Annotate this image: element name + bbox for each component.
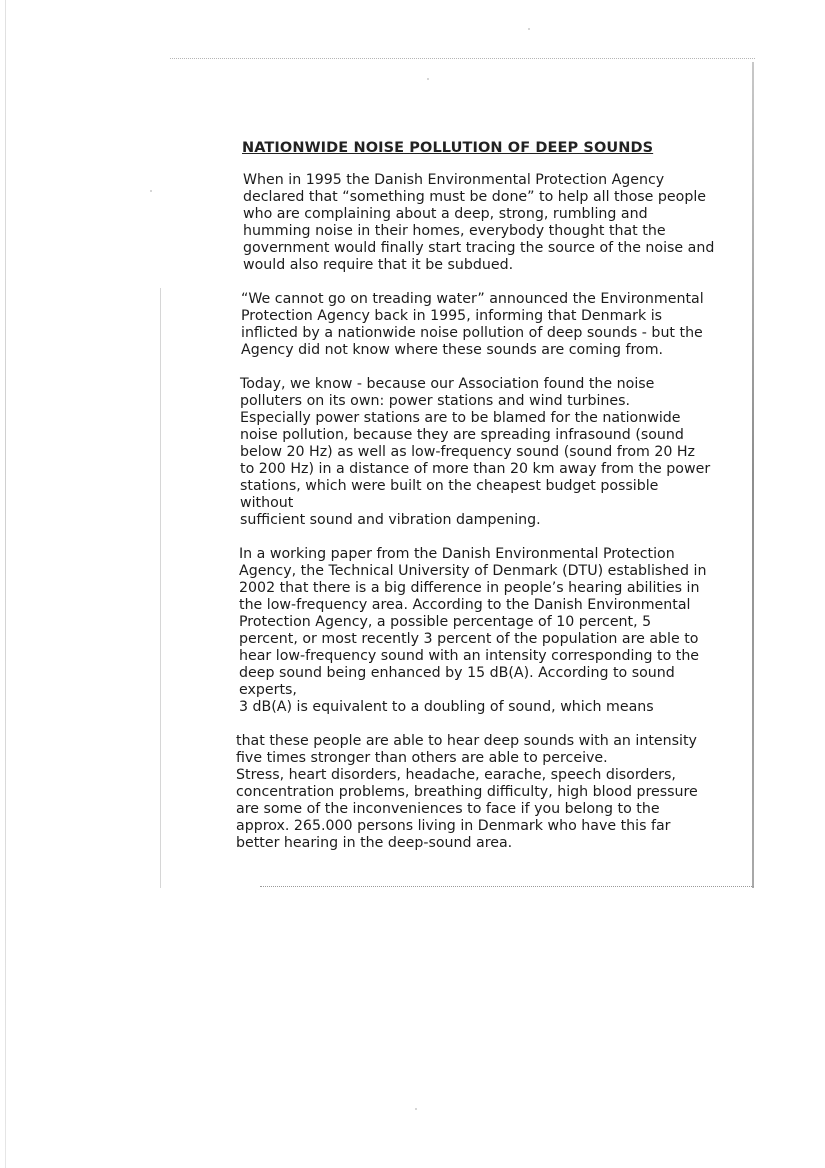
paper-right-edge bbox=[752, 62, 754, 888]
scan-speck bbox=[150, 190, 152, 192]
paragraph: “We cannot go on treading water” announced the Environmental Protection Agency back in 1995, informing that Denmark is inflicted by a nationwide noise pollution of deep sounds - but the Agency did not know where these sounds are coming from. bbox=[241, 291, 704, 358]
document-body bbox=[236, 140, 716, 869]
paragraph: Today, we know - because our Association found the noise polluters on its own: power stations and wind turbines. Especially power stations are to be blamed for the nationwide noise pollution, because they are spreading infrasound (sound below 20 Hz) as well as low-frequency sound (sound from 20 Hz to 200 Hz) in a distance of more than 20 km away from the power stations, which were built on the cheapest budget possible without sufficient sound and vibration dampening. bbox=[240, 376, 711, 528]
paper-left-edge bbox=[160, 288, 161, 888]
scan-speck bbox=[415, 1108, 417, 1110]
paper-top-edge bbox=[170, 58, 755, 60]
paragraph: In a working paper from the Danish Environmental Protection Agency, the Technical University of Denmark (DTU) established in 2002 that there is a big difference in people’s hearing abilities in the low-frequency area. According to the Danish Environmental Protection Agency, a possible percentage of 10 percent, 5 percent, or most recently 3 percent of the population are able to hear low-frequency sound with an intensity corresponding to the deep sound being enhanced by 15 dB(A). According to sound experts, 3 dB(A) is equivalent to a doubling of sound, which means bbox=[239, 546, 707, 715]
scan-left-edge bbox=[5, 0, 6, 1168]
scan-speck bbox=[528, 28, 530, 30]
paper-bottom-edge bbox=[260, 886, 754, 888]
scan-speck bbox=[427, 78, 429, 80]
paragraph: that these people are able to hear deep sounds with an intensity five times stronger than others are able to perceive. Stress, heart disorders, headache, earache, speech disorders, concentration problems, breathing difficulty, high blood pressure are some of the inconveniences to face if you belong to the approx. 265.000 persons living in Denmark who have this far better hearing in the deep-sound area. bbox=[236, 733, 698, 851]
paragraph: When in 1995 the Danish Environmental Protection Agency declared that “something must be done” to help all those people who are complaining about a deep, strong, rumbling and humming noise in their homes, everybody thought that the government would finally start tracing the source of the noise and would also require that it be subdued. bbox=[243, 172, 715, 273]
document-title: NATIONWIDE NOISE POLLUTION OF DEEP SOUNDS bbox=[242, 140, 654, 156]
